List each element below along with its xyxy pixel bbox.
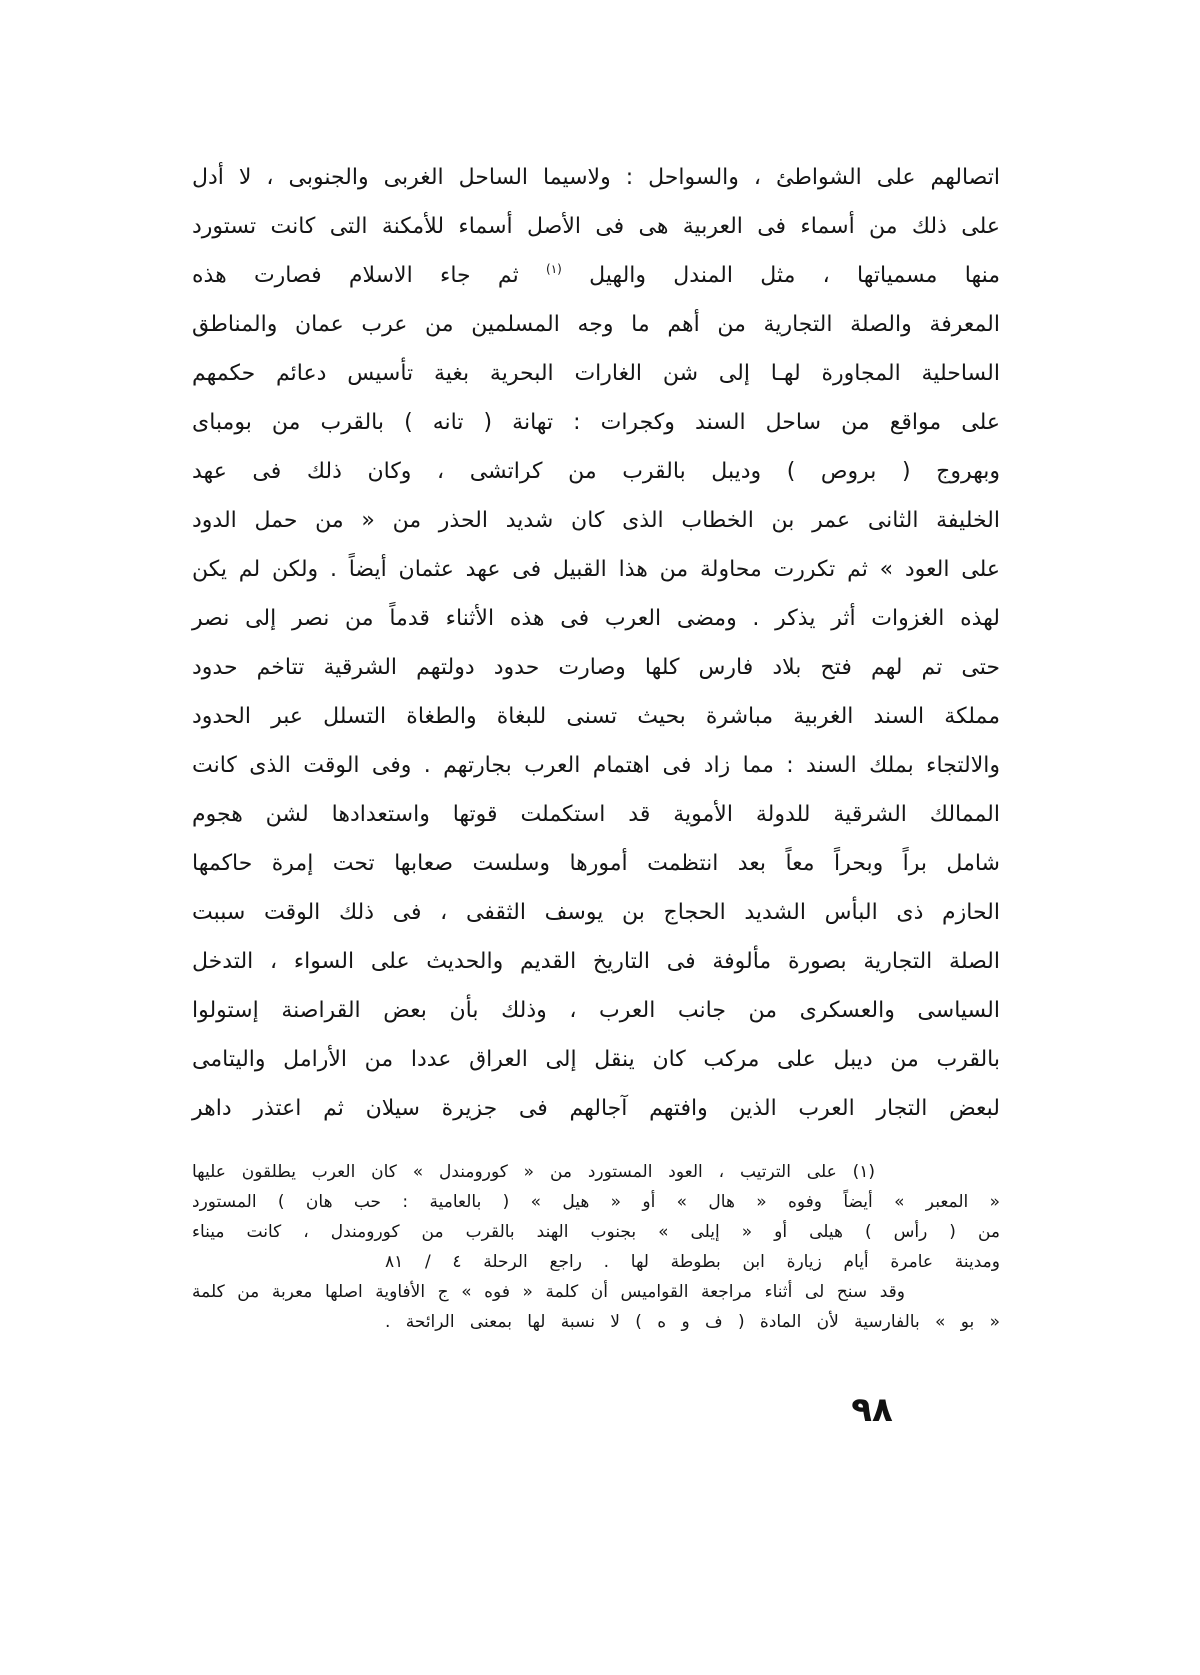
body-line: الساحلية المجاورة لهـا إلى شن الغارات البحرية بغية تأسيس دعائم حكمهم — [192, 361, 1000, 386]
footnote-text: على الترتيب ، العود المستورد من « كورومندل » كان العرب يطلقون عليها — [192, 1162, 837, 1182]
body-line: شامل براً وبحراً معاً بعد انتظمت أمورها وسلست صعابها تحت إمرة حاكمها — [192, 851, 1000, 876]
body-line: مملكة السند الغربية مباشرة بحيث تسنى للبغاة والطغاة التسلل عبر الحدود — [192, 704, 1000, 729]
footnote-line: « بو » بالفارسية لأن المادة ( ف و ه ) لا نسبة لها بمعنى الرائحة . — [385, 1312, 1000, 1332]
body-line: الممالك الشرقية للدولة الأموية قد استكملت قوتها واستعدادها لشن هجوم — [192, 802, 1000, 827]
body-line: الخليفة الثانى عمر بن الخطاب الذى كان شديد الحذر من « من حمل الدود — [192, 508, 1000, 533]
body-line: على ذلك من أسماء فى العربية هى فى الأصل أسماء للأمكنة التى كانت تستورد — [192, 214, 1000, 239]
footnote-line: « المعبر » أيضاً وفوه « هال » أو « هيل » ( بالعامية : حب هان ) المستورد — [192, 1192, 1000, 1212]
footnote-reference: (١) — [546, 262, 562, 276]
footnote-line — [192, 1157, 1000, 1187]
body-line: السياسى والعسكرى من جانب العرب ، وذلك بأن بعض القراصنة إستولوا — [192, 998, 1000, 1023]
body-line: الصلة التجارية بصورة مألوفة فى التاريخ القديم والحديث على السواء ، التدخل — [192, 949, 1000, 974]
body-line: على مواقع من ساحل السند وكجرات : تهانة ( تانه ) بالقرب من بومباى — [192, 410, 1000, 435]
footnote-line: وقد سنح لى أثناء مراجعة القواميس أن كلمة « فوه » ج الأفاوية اصلها معربة من كلمة — [192, 1282, 905, 1302]
body-line: لهذه الغزوات أثر يذكر . ومضى العرب فى هذه الأثناء قدماً من نصر إلى نصر — [192, 606, 1000, 631]
body-line: على العود » ثم تكررت محاولة من هذا القبيل فى عهد عثمان أيضاً . ولكن لم يكن — [192, 557, 1000, 582]
body-line-segment: ثم جاء الاسلام فصارت هذه — [192, 263, 519, 288]
body-line: المعرفة والصلة التجارية من أهم ما وجه المسلمين من عرب عمان والمناطق — [192, 312, 1000, 337]
body-line: والالتجاء بملك السند : مما زاد فى اهتمام العرب بجارتهم . وفى الوقت الذى كانت — [192, 753, 1000, 778]
footnote-line: ومدينة عامرة أيام زيارة ابن بطوطة لها . راجع الرحلة ٤ / ٨١ — [385, 1252, 1000, 1272]
body-line: اتصالهم على الشواطئ ، والسواحل : ولاسيما الساحل الغربى والجنوبى ، لا أدل — [192, 165, 1000, 190]
body-line-segment: منها مسمياتها ، مثل المندل والهيل — [589, 263, 1001, 288]
footnote-line: من ( رأس ) هيلى أو « إيلى » بجنوب الهند بالقرب من كورومندل ، كانت ميناء — [192, 1222, 1000, 1242]
body-text — [192, 153, 1000, 1133]
footnotes — [192, 1157, 1000, 1337]
footnote-marker: (١) — [852, 1162, 875, 1182]
body-line — [192, 251, 1000, 300]
page-number: ٩٨ — [851, 1390, 893, 1430]
body-line: حتى تم لهم فتح بلاد فارس كلها وصارت حدود دولتهم الشرقية تتاخم حدود — [192, 655, 1000, 680]
body-line: وبهروج ( بروص ) وديبل بالقرب من كراتشى ، وكان ذلك فى عهد — [192, 459, 1000, 484]
body-line: بالقرب من ديبل على مركب كان ينقل إلى العراق عددا من الأرامل واليتامى — [192, 1047, 1000, 1072]
body-line: الحازم ذى البأس الشديد الحجاج بن يوسف الثقفى ، فى ذلك الوقت سببت — [192, 900, 1000, 925]
body-line: لبعض التجار العرب الذين وافتهم آجالهم فى جزيرة سيلان ثم اعتذر داهر — [192, 1096, 1000, 1121]
